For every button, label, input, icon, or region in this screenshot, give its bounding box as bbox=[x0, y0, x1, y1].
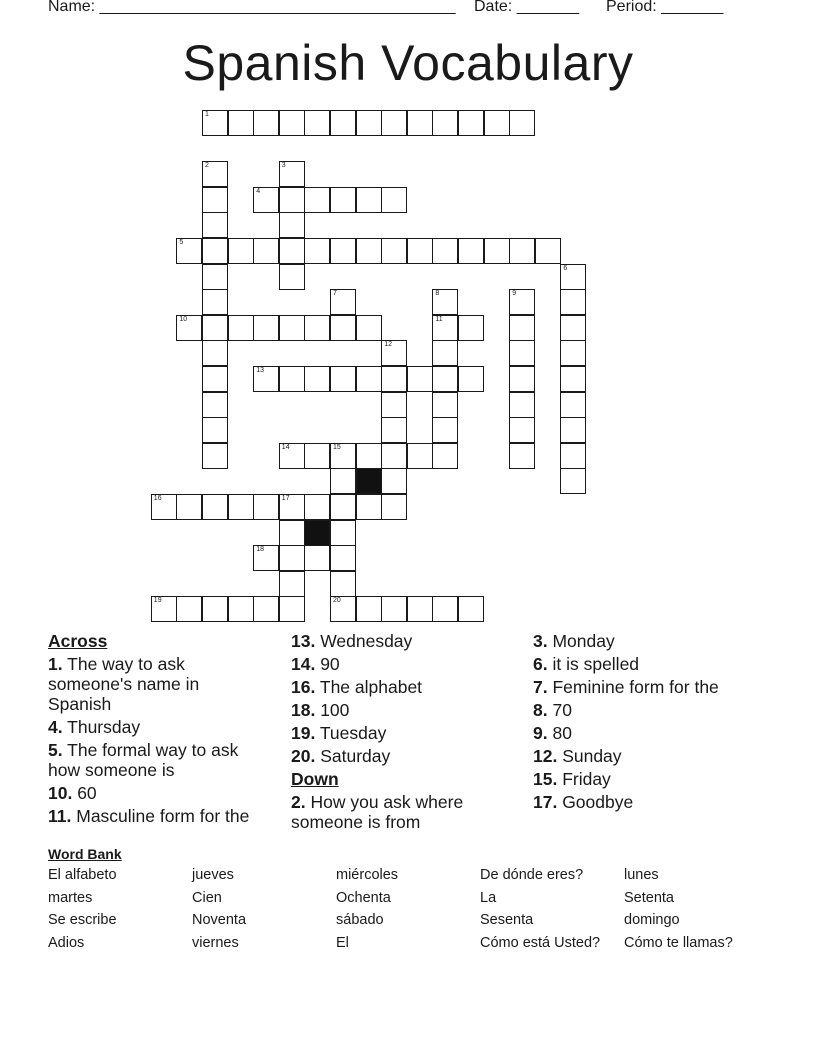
clue-number-label: 3. bbox=[533, 631, 548, 651]
word-bank-item: El alfabeto bbox=[48, 867, 117, 883]
crossword-cell[interactable] bbox=[253, 110, 279, 136]
crossword-cell[interactable] bbox=[253, 596, 279, 622]
clue-number-label: 14. bbox=[291, 654, 316, 674]
crossword-cell[interactable] bbox=[202, 110, 228, 136]
clue-number: 16 bbox=[153, 495, 162, 502]
clue-number: 17 bbox=[281, 495, 290, 502]
crossword-cell[interactable] bbox=[560, 468, 586, 494]
clue-text: The way to ask someone's name in Spanish bbox=[48, 654, 200, 714]
crossword-cell[interactable] bbox=[228, 494, 254, 520]
crossword-cell[interactable] bbox=[560, 340, 586, 366]
crossword-cell[interactable] bbox=[407, 238, 433, 264]
clue-text: 90 bbox=[315, 654, 340, 674]
crossword-cell[interactable] bbox=[432, 443, 458, 469]
clue-number-label: 16. bbox=[291, 677, 316, 697]
crossword-cell[interactable] bbox=[279, 187, 305, 213]
crossword-cell[interactable] bbox=[202, 596, 228, 622]
crossword-cell[interactable] bbox=[202, 494, 228, 520]
crossword-cell[interactable] bbox=[560, 264, 586, 290]
crossword-cell[interactable] bbox=[176, 596, 202, 622]
black-cell bbox=[304, 520, 330, 546]
crossword-cell[interactable] bbox=[356, 366, 382, 392]
word-bank-item: viernes bbox=[192, 934, 239, 951]
clue-number-label: 7. bbox=[533, 677, 548, 697]
down-heading: Down bbox=[291, 769, 339, 789]
clues-column-2 bbox=[291, 630, 501, 832]
clue-number: 12 bbox=[384, 341, 392, 349]
crossword-cell[interactable] bbox=[253, 315, 279, 341]
crossword-cell[interactable] bbox=[304, 366, 330, 392]
clues-column-1 bbox=[48, 630, 258, 826]
crossword-cell[interactable] bbox=[202, 366, 228, 392]
clue-item bbox=[533, 677, 743, 697]
word-bank-item: Se escribe bbox=[48, 912, 117, 929]
clue-text: Sunday bbox=[557, 746, 622, 766]
clue-item bbox=[48, 740, 258, 780]
crossword-cell[interactable] bbox=[304, 238, 330, 264]
clue-text: 60 bbox=[72, 783, 97, 803]
crossword-cell[interactable] bbox=[176, 315, 202, 341]
clue-number-label: 12. bbox=[533, 746, 558, 766]
crossword-cell[interactable] bbox=[202, 161, 228, 187]
crossword-cell[interactable] bbox=[253, 545, 279, 571]
clue-number-label: 1. bbox=[48, 654, 63, 674]
clue-item bbox=[291, 792, 501, 832]
crossword-cell[interactable] bbox=[330, 187, 356, 213]
crossword-cell[interactable] bbox=[202, 392, 228, 418]
crossword-cell[interactable] bbox=[509, 110, 535, 136]
clue-item bbox=[533, 700, 743, 720]
crossword-cell[interactable] bbox=[356, 443, 382, 469]
crossword-cell[interactable] bbox=[228, 238, 254, 264]
crossword-cell[interactable] bbox=[509, 392, 535, 418]
word-bank-item: Noventa bbox=[192, 912, 247, 929]
crossword-cell[interactable] bbox=[279, 545, 305, 571]
crossword-cell[interactable] bbox=[407, 110, 433, 136]
clues-column-3 bbox=[533, 630, 743, 812]
crossword-cell[interactable] bbox=[202, 238, 228, 264]
clue-number-label: 4. bbox=[48, 717, 63, 737]
clue-number-label: 8. bbox=[533, 700, 548, 720]
crossword-cell[interactable] bbox=[330, 596, 356, 622]
word-bank-item: Adios bbox=[48, 934, 85, 951]
clue-number-label: 15. bbox=[533, 769, 558, 789]
crossword-cell[interactable] bbox=[202, 264, 228, 290]
word-bank-item: Setenta bbox=[624, 889, 674, 906]
clue-text: Friday bbox=[557, 769, 611, 789]
clue-item bbox=[291, 723, 501, 743]
word-bank-item: sábado bbox=[336, 912, 384, 929]
crossword-cell[interactable] bbox=[202, 187, 228, 213]
crossword-cell[interactable] bbox=[458, 315, 484, 341]
crossword-cell[interactable] bbox=[432, 110, 458, 136]
crossword-cell[interactable] bbox=[330, 289, 356, 315]
clue-text: 100 bbox=[315, 700, 350, 720]
clue-number-label: 20. bbox=[291, 746, 316, 766]
clue-number: 13 bbox=[256, 367, 264, 374]
clue-item bbox=[48, 654, 258, 714]
clue-number-label: 19. bbox=[291, 723, 316, 743]
crossword-cell[interactable] bbox=[304, 187, 330, 213]
clue-number: 15 bbox=[333, 443, 341, 451]
crossword-cell[interactable] bbox=[432, 315, 458, 341]
page-title: Spanish Vocabulary bbox=[182, 35, 634, 91]
clue-number-label: 5. bbox=[48, 740, 63, 760]
clue-item bbox=[48, 717, 258, 737]
across-heading: Across bbox=[48, 631, 108, 651]
crossword-cell[interactable] bbox=[560, 392, 586, 418]
crossword-cell[interactable] bbox=[509, 366, 535, 392]
crossword-cell[interactable] bbox=[202, 443, 228, 469]
crossword-cell[interactable] bbox=[330, 545, 356, 571]
clue-text: How you ask where someone is from bbox=[291, 792, 464, 832]
crossword-cell[interactable] bbox=[330, 366, 356, 392]
crossword-cell[interactable] bbox=[279, 212, 305, 238]
clue-number: 2 bbox=[205, 162, 209, 170]
crossword-cell[interactable] bbox=[356, 110, 382, 136]
crossword-cell[interactable] bbox=[279, 494, 305, 520]
crossword-cell[interactable] bbox=[509, 238, 535, 264]
crossword-cell[interactable] bbox=[202, 340, 228, 366]
clue-text: 70 bbox=[547, 700, 572, 720]
black-cell bbox=[356, 468, 382, 494]
crossword-cell[interactable] bbox=[458, 238, 484, 264]
word-bank-item: El bbox=[336, 934, 349, 951]
crossword-cell[interactable] bbox=[381, 110, 407, 136]
crossword-cell[interactable] bbox=[381, 596, 407, 622]
clue-number: 11 bbox=[435, 315, 443, 323]
crossword-cell[interactable] bbox=[176, 494, 202, 520]
crossword-cell[interactable] bbox=[279, 571, 305, 597]
crossword-cell[interactable] bbox=[330, 110, 356, 136]
clue-text: Goodbye bbox=[557, 792, 634, 812]
crossword-cell[interactable] bbox=[509, 289, 535, 315]
word-bank-item: La bbox=[480, 889, 497, 906]
crossword-cell[interactable] bbox=[509, 417, 535, 443]
crossword-cell[interactable] bbox=[356, 238, 382, 264]
crossword-cell[interactable] bbox=[432, 417, 458, 443]
crossword-cell[interactable] bbox=[381, 238, 407, 264]
crossword-cell[interactable] bbox=[381, 417, 407, 443]
crossword-cell[interactable] bbox=[202, 417, 228, 443]
crossword-cell[interactable] bbox=[458, 596, 484, 622]
clue-number-label: 2. bbox=[291, 792, 306, 812]
clue-number-label: 11. bbox=[48, 806, 72, 826]
word-bank-title: Word Bank bbox=[48, 846, 122, 862]
word-bank-item: De dónde eres? bbox=[480, 867, 584, 883]
clue-number: 3 bbox=[281, 162, 286, 170]
crossword-cell[interactable] bbox=[509, 340, 535, 366]
word-bank-item: jueves bbox=[192, 867, 234, 883]
crossword-cell[interactable] bbox=[560, 417, 586, 443]
crossword-cell[interactable] bbox=[330, 443, 356, 469]
word-bank-item: martes bbox=[48, 889, 93, 906]
crossword-cell[interactable] bbox=[356, 315, 382, 341]
crossword-cell[interactable] bbox=[381, 494, 407, 520]
word-bank-item: Ochenta bbox=[336, 889, 391, 906]
crossword-cell[interactable] bbox=[279, 110, 305, 136]
clue-text: 80 bbox=[547, 723, 572, 743]
clue-number-label: 6. bbox=[533, 654, 548, 674]
clue-number: 9 bbox=[512, 290, 517, 298]
crossword-cell[interactable] bbox=[381, 392, 407, 418]
clue-number-label: 13. bbox=[291, 631, 316, 651]
crossword-cell[interactable] bbox=[509, 315, 535, 341]
crossword-cell[interactable] bbox=[228, 596, 254, 622]
date-field-label: Date: _______ bbox=[474, 0, 579, 15]
clue-text: Masculine form for the bbox=[71, 806, 250, 826]
crossword-cell[interactable] bbox=[484, 110, 510, 136]
crossword-cell[interactable] bbox=[253, 187, 279, 213]
crossword-cell[interactable] bbox=[202, 289, 228, 315]
clue-list bbox=[48, 654, 258, 826]
crossword-cell[interactable] bbox=[279, 443, 305, 469]
crossword-cell[interactable] bbox=[176, 238, 202, 264]
crossword-cell[interactable] bbox=[279, 238, 305, 264]
clue-number: 19 bbox=[153, 597, 162, 605]
crossword-cell[interactable] bbox=[279, 366, 305, 392]
clue-text: Feminine form for the bbox=[547, 677, 719, 697]
clue-number: 14 bbox=[281, 443, 290, 451]
crossword-cell[interactable] bbox=[407, 596, 433, 622]
crossword-cell[interactable] bbox=[151, 596, 177, 622]
clue-item bbox=[533, 723, 743, 743]
crossword-cell[interactable] bbox=[432, 366, 458, 392]
crossword-cell[interactable] bbox=[202, 212, 228, 238]
crossword-cell[interactable] bbox=[458, 110, 484, 136]
clue-number: 18 bbox=[256, 546, 264, 554]
crossword-cell[interactable] bbox=[304, 545, 330, 571]
crossword-cell[interactable] bbox=[356, 187, 382, 213]
crossword-cell[interactable] bbox=[304, 494, 330, 520]
clue-text: Monday bbox=[547, 631, 615, 651]
clue-number-label: 10. bbox=[48, 783, 73, 803]
crossword-cell[interactable] bbox=[330, 520, 356, 546]
clue-text: Tuesday bbox=[315, 723, 387, 743]
crossword-cell[interactable] bbox=[381, 187, 407, 213]
word-bank-item: lunes bbox=[624, 867, 659, 883]
crossword-cell[interactable] bbox=[381, 443, 407, 469]
clue-item bbox=[48, 806, 258, 826]
clue-number: 7 bbox=[333, 290, 337, 298]
clue-item bbox=[291, 746, 501, 766]
crossword-cell[interactable] bbox=[432, 289, 458, 315]
clue-number: 4 bbox=[256, 187, 261, 195]
clue-item bbox=[48, 783, 258, 803]
clue-item bbox=[533, 654, 743, 674]
crossword-cell[interactable] bbox=[407, 443, 433, 469]
crossword-cell[interactable] bbox=[279, 264, 305, 290]
crossword-cell[interactable] bbox=[381, 366, 407, 392]
crossword-cell[interactable] bbox=[407, 366, 433, 392]
crossword-cell[interactable] bbox=[253, 494, 279, 520]
crossword-cell[interactable] bbox=[381, 340, 407, 366]
crossword-cell[interactable] bbox=[560, 443, 586, 469]
clue-item bbox=[291, 631, 501, 651]
clue-number: 1 bbox=[205, 111, 209, 118]
crossword-cell[interactable] bbox=[279, 315, 305, 341]
crossword-cell[interactable] bbox=[253, 366, 279, 392]
crossword-cell[interactable] bbox=[228, 110, 254, 136]
clue-number-label: 18. bbox=[291, 700, 316, 720]
crossword-cell[interactable] bbox=[151, 494, 177, 520]
clue-list bbox=[533, 631, 743, 812]
crossword-cell[interactable] bbox=[509, 443, 535, 469]
crossword-cell[interactable] bbox=[202, 315, 228, 341]
clue-list bbox=[291, 631, 501, 766]
clue-number: 20 bbox=[333, 597, 341, 605]
clue-number-label: 17. bbox=[533, 792, 558, 812]
crossword-cell[interactable] bbox=[304, 443, 330, 469]
crossword-cell[interactable] bbox=[432, 392, 458, 418]
word-bank-item: domingo bbox=[624, 912, 680, 929]
clue-text: Thursday bbox=[62, 717, 141, 737]
clue-item bbox=[533, 769, 743, 789]
crossword-cell[interactable] bbox=[253, 238, 279, 264]
word-bank-item: Cómo te llamas? bbox=[624, 934, 733, 951]
crossword-cell[interactable] bbox=[484, 238, 510, 264]
crossword-cell[interactable] bbox=[560, 289, 586, 315]
clue-text: Wednesday bbox=[315, 631, 413, 651]
clue-item bbox=[291, 677, 501, 697]
crossword-cell[interactable] bbox=[432, 340, 458, 366]
crossword-cell[interactable] bbox=[304, 315, 330, 341]
crossword-cell[interactable] bbox=[330, 571, 356, 597]
clue-number: 6 bbox=[563, 264, 568, 272]
crossword-cell[interactable] bbox=[228, 315, 254, 341]
clue-item bbox=[533, 631, 743, 651]
clue-number: 8 bbox=[435, 290, 440, 298]
crossword-cell[interactable] bbox=[330, 468, 356, 494]
crossword-cell[interactable] bbox=[381, 468, 407, 494]
word-bank-item: Cómo está Usted? bbox=[480, 934, 601, 951]
crossword-cell[interactable] bbox=[279, 161, 305, 187]
crossword-cell[interactable] bbox=[458, 366, 484, 392]
crossword-cell[interactable] bbox=[356, 596, 382, 622]
crossword-cell[interactable] bbox=[560, 366, 586, 392]
crossword-cell[interactable] bbox=[356, 494, 382, 520]
crossword-cell[interactable] bbox=[279, 596, 305, 622]
word-bank-item: miércoles bbox=[336, 867, 399, 883]
clue-text: The alphabet bbox=[315, 677, 423, 697]
period-field-label: Period: _______ bbox=[606, 0, 724, 15]
crossword-cell[interactable] bbox=[330, 238, 356, 264]
clue-number-label: 9. bbox=[533, 723, 548, 743]
clue-item bbox=[291, 700, 501, 720]
name-field-label: Name: ________________________________________ bbox=[48, 0, 456, 15]
word-bank-item: Cien bbox=[192, 889, 222, 906]
clue-text: Saturday bbox=[315, 746, 391, 766]
clue-item bbox=[291, 654, 501, 674]
clue-number: 10 bbox=[179, 315, 188, 323]
clue-item bbox=[533, 746, 743, 766]
crossword-cell[interactable] bbox=[535, 238, 561, 264]
clue-text: The formal way to ask how someone is bbox=[48, 740, 239, 780]
crossword-cell[interactable] bbox=[560, 315, 586, 341]
clue-text: it is spelled bbox=[547, 654, 640, 674]
crossword-cell[interactable] bbox=[279, 520, 305, 546]
clue-item bbox=[533, 792, 743, 812]
crossword-cell[interactable] bbox=[304, 110, 330, 136]
crossword-cell[interactable] bbox=[432, 238, 458, 264]
crossword-cell[interactable] bbox=[432, 596, 458, 622]
crossword-cell[interactable] bbox=[330, 315, 356, 341]
word-bank-item: Sesenta bbox=[480, 912, 534, 929]
clue-number: 5 bbox=[179, 239, 184, 246]
crossword-cell[interactable] bbox=[330, 494, 356, 520]
clue-list bbox=[291, 792, 501, 832]
